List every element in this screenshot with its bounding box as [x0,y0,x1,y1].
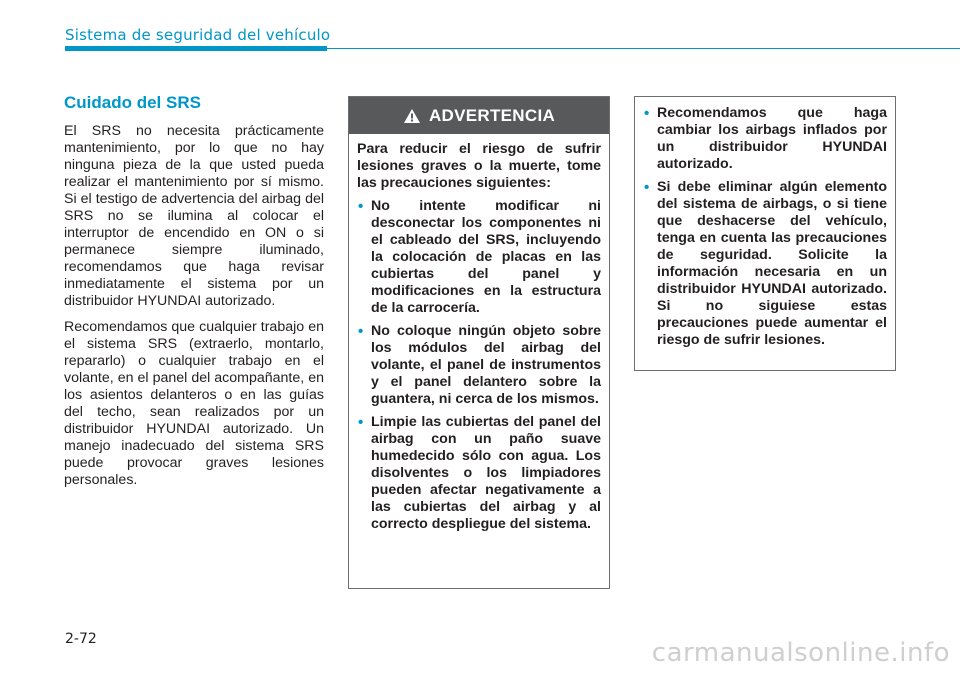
list-item-text: Si debe eliminar algún elemento del sistema de airbags, o si tiene que deshacerse del vehículo, tenga en cuenta las precauciones de seguridad. Solicite la información necesaria en un distribuidor HYUNDAI autorizado. Si no siguiese estas precauciones puede aumentar el riesgo de sufrir lesiones. [657,179,887,348]
continued-list [643,105,887,349]
srs-care-column [64,93,324,498]
warning-continued-box [634,96,896,371]
bullet-dot: • [358,198,364,215]
header-bar-accent [65,46,327,51]
list-item-text: Limpie las cubiertas del panel del airbag con un paño suave humedecido sólo con agua. Los disolventes o los limpiadores pueden afectar negativamente a las cubiertas del airbag y al correcto despliegue del sistema. [371,414,601,532]
bullet-dot: • [644,105,650,122]
section-title: Cuidado del SRS [64,93,201,112]
header-rule [327,48,960,49]
page-number: 2-72 [65,631,97,647]
section-header-title: Sistema de seguridad del vehículo [65,26,331,44]
bullet-dot: • [358,323,364,340]
warning-intro: Para reducir el riesgo de sufrir lesiones graves o la muerte, tome las precauciones siguientes: [357,141,601,191]
paragraph: El SRS no necesita prácticamente mantenimiento, por lo que no hay ninguna pieza de la que usted pueda realizar el mantenimiento por sí mismo. Si el testigo de advertencia del airbag del SRS no se ilumina al colocar el interruptor de encendido en ON o si permanece siempre iluminado, recomendamos que haga revisar inmediatamente el sistema por un distribuidor HYUNDAI autorizado. [64,123,324,309]
warning-header [349,97,609,134]
warning-list [357,198,601,533]
watermark: carmanualsonline.info [651,638,950,668]
warning-body [349,134,609,533]
list-item [643,105,887,173]
list-item [357,198,601,317]
list-item-text: No intente modificar ni desconectar los componentes ni el cableado del SRS, incluyendo la colocación de placas en las cubiertas del panel y modificaciones en la estructura de la carrocería. [371,198,601,316]
warning-triangle-icon [403,108,421,124]
warning-box [348,96,610,589]
list-item [357,414,601,533]
list-item-text: No coloque ningún objeto sobre los módulos del airbag del volante, el panel de instrumentos y el panel delantero sobre la guantera, ni cerca de los mismos. [371,323,601,407]
paragraph: Recomendamos que cualquier trabajo en el sistema SRS (extraerlo, montarlo, repararlo) o cualquier trabajo en el volante, en el panel del acompañante, en los asientos delanteros o en las guías del techo, sean realizados por un distribuidor HYUNDAI autorizado. Un manejo inadecuado del sistema SRS puede provocar graves lesiones personales. [64,319,324,488]
list-item [643,179,887,349]
list-item-text: Recomendamos que haga cambiar los airbags inflados por un distribuidor HYUNDAI autorizado. [657,105,887,172]
bullet-dot: • [358,414,364,431]
bullet-dot: • [644,179,650,196]
list-item [357,323,601,408]
warning-heading: ADVERTENCIA [428,105,556,125]
